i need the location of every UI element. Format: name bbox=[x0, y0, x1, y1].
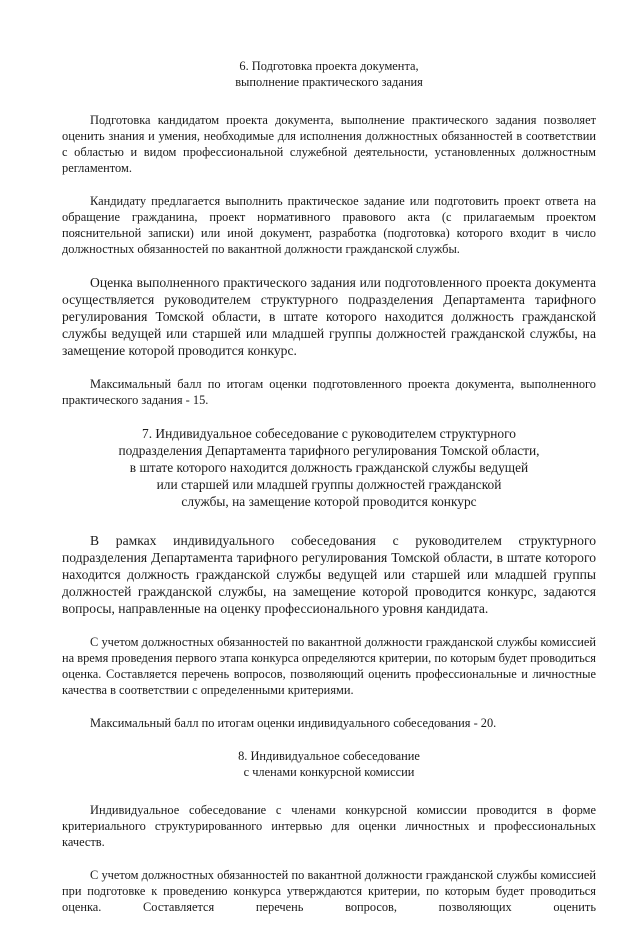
heading-line: в штате которого находится должность гражданской службы ведущей bbox=[129, 460, 529, 475]
paragraph: Подготовка кандидатом проекта документа, выполнение практического задания позволяет оценить знания и умения, необходимые для исполнения должностных обязанностей в соответствии с областью и видом профессиональной служебной деятельности, установленных должностным регламентом. bbox=[62, 113, 596, 175]
section-7-heading bbox=[62, 425, 596, 510]
heading-line: подразделения Департамента тарифного регулирования Томской области, bbox=[118, 443, 540, 458]
paragraph: Кандидату предлагается выполнить практическое задание или подготовить проект ответа на обращение гражданина, проект нормативного правового акта (с прилагаемым проектом пояснительной записки) или иной документ, разработка (подготовка) которого входит в число должностных обязанностей по вакантной должности гражданской службы. bbox=[62, 194, 596, 256]
heading-line: 8. Индивидуальное собеседование bbox=[238, 749, 420, 763]
paragraph: В рамках индивидуального собеседования с руководителем структурного подразделения Департамента тарифного регулирования Томской области, в штате которого находится должность гражданской службы ведущей или старшей или младшей группы должностей гражданской службы, на замещение которой проводится конкурс, задаются вопросы, направленные на оценку профессионального уровня кандидата. bbox=[62, 533, 596, 616]
heading-line: службы, на замещение которой проводится конкурс bbox=[181, 494, 477, 509]
paragraph: Максимальный балл по итогам оценки подготовленного проекта документа, выполненного практического задания - 15. bbox=[62, 377, 596, 407]
paragraph: Индивидуальное собеседование с членами конкурсной комиссии проводится в форме критериального структурированного интервью для оценки личностных и профессиональных качеств. bbox=[62, 803, 596, 849]
heading-line: выполнение практического задания bbox=[235, 75, 423, 89]
section-8-heading bbox=[62, 748, 596, 780]
heading-line: 6. Подготовка проекта документа, bbox=[239, 59, 419, 73]
paragraph: Максимальный балл по итогам оценки индивидуального собеседования - 20. bbox=[90, 716, 497, 730]
document-page bbox=[62, 58, 596, 932]
heading-line: или старшей или младшей группы должностей гражданской bbox=[156, 477, 502, 492]
paragraph: С учетом должностных обязанностей по вакантной должности гражданской службы комиссией при подготовке к проведению конкурса утверждаются критерии, по которым будет проводиться оценка. Составляется перечень вопросов, позволяющих оценить bbox=[62, 868, 596, 914]
paragraph: Оценка выполненного практического задания или подготовленного проекта документа осуществляется руководителем структурного подразделения Департамента тарифного регулирования Томской области, в штате которого находится должность гражданской службы ведущей или старшей или младшей группы должностей гражданской службы, на замещение которой проводится конкурс. bbox=[62, 275, 596, 358]
heading-line: с членами конкурсной комиссии bbox=[243, 765, 415, 779]
heading-line: 7. Индивидуальное собеседование с руководителем структурного bbox=[142, 426, 516, 441]
section-6-heading bbox=[62, 58, 596, 90]
paragraph: С учетом должностных обязанностей по вакантной должности гражданской службы комиссией на время проведения первого этапа конкурса определяются критерии, по которым будет проводиться оценка. Составляется перечень вопросов, позволяющий оценить профессиональные и личностные качества в соответствии с определенными критериями. bbox=[62, 635, 596, 697]
